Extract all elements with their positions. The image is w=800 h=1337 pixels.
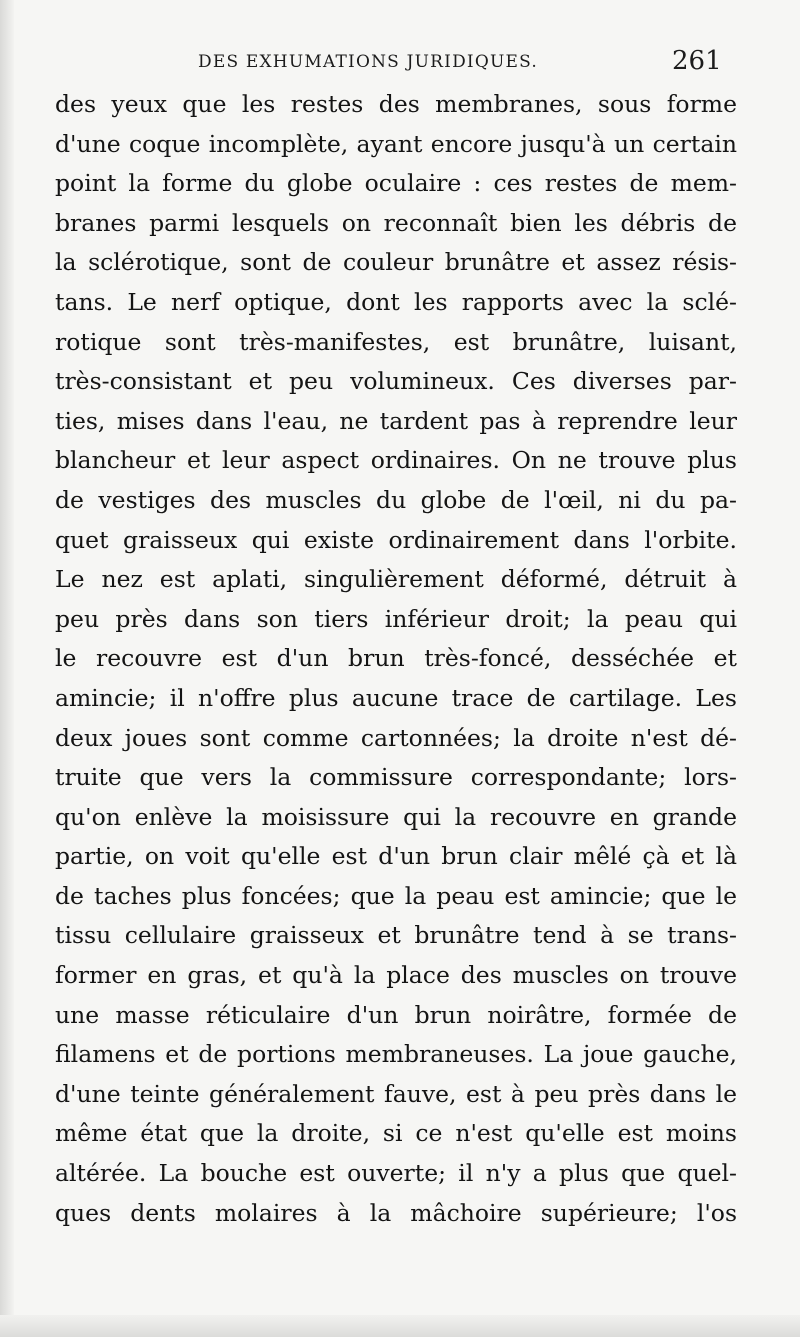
page-number: 261 bbox=[672, 46, 722, 76]
page-bottom-shadow bbox=[0, 1315, 800, 1337]
running-title: DES EXHUMATIONS JURIDIQUES. bbox=[198, 52, 538, 72]
text-line: Le nez est aplati, singulièrement déformé, détruit à bbox=[55, 565, 737, 594]
page-edge-shadow bbox=[0, 0, 14, 1337]
text-line: ties, mises dans l'eau, ne tardent pas à reprendre leur bbox=[55, 406, 737, 435]
text-line: deux joues sont comme cartonnées; la droite n'est dé- bbox=[55, 723, 737, 752]
text-line: blancheur et leur aspect ordinaires. On ne trouve plus bbox=[55, 446, 737, 475]
text-line: tans. Le nerf optique, dont les rapports avec la sclé- bbox=[55, 287, 737, 316]
text-line: partie, on voit qu'elle est d'un brun clair mêlé çà et là bbox=[55, 842, 737, 871]
text-line: altérée. La bouche est ouverte; il n'y a plus que quel- bbox=[55, 1159, 737, 1188]
text-line: ques dents molaires à la mâchoire supérieure; l'os bbox=[55, 1198, 737, 1227]
text-line: la sclérotique, sont de couleur brunâtre et assez résis- bbox=[55, 248, 737, 277]
text-line: d'une teinte généralement fauve, est à peu près dans le bbox=[55, 1079, 737, 1108]
text-line: une masse réticulaire d'un brun noirâtre, formée de bbox=[55, 1000, 737, 1029]
text-line: quet graisseux qui existe ordinairement dans l'orbite. bbox=[55, 525, 737, 554]
text-line: amincie; il n'offre plus aucune trace de cartilage. Les bbox=[55, 683, 737, 712]
text-line: tissu cellulaire graisseux et brunâtre tend à se trans- bbox=[55, 921, 737, 950]
text-line: même état que la droite, si ce n'est qu'elle est moins bbox=[55, 1119, 737, 1148]
body-text bbox=[55, 85, 737, 1233]
text-line: former en gras, et qu'à la place des muscles on trouve bbox=[55, 961, 737, 990]
text-line: rotique sont très-manifestes, est brunâtre, luisant, bbox=[55, 327, 737, 356]
text-line: de vestiges des muscles du globe de l'œil, ni du pa- bbox=[55, 485, 737, 514]
page-header bbox=[0, 46, 800, 76]
text-line: point la forme du globe oculaire : ces restes de mem- bbox=[55, 169, 737, 198]
text-line: de taches plus foncées; que la peau est amincie; que le bbox=[55, 881, 737, 910]
text-line: des yeux que les restes des membranes, sous forme bbox=[55, 90, 737, 118]
text-line: très-consistant et peu volumineux. Ces diverses par- bbox=[55, 367, 737, 396]
text-line: d'une coque incomplète, ayant encore jusqu'à un certain bbox=[55, 129, 737, 158]
text-line: truite que vers la commissure correspondante; lors- bbox=[55, 763, 737, 792]
text-line: le recouvre est d'un brun très-foncé, desséchée et bbox=[55, 644, 737, 673]
text-line: filamens et de portions membraneuses. La joue gauche, bbox=[55, 1040, 737, 1069]
text-line: peu près dans son tiers inférieur droit; la peau qui bbox=[55, 604, 737, 633]
text-line: qu'on enlève la moisissure qui la recouvre en grande bbox=[55, 802, 737, 831]
text-line: branes parmi lesquels on reconnaît bien les débris de bbox=[55, 208, 737, 237]
